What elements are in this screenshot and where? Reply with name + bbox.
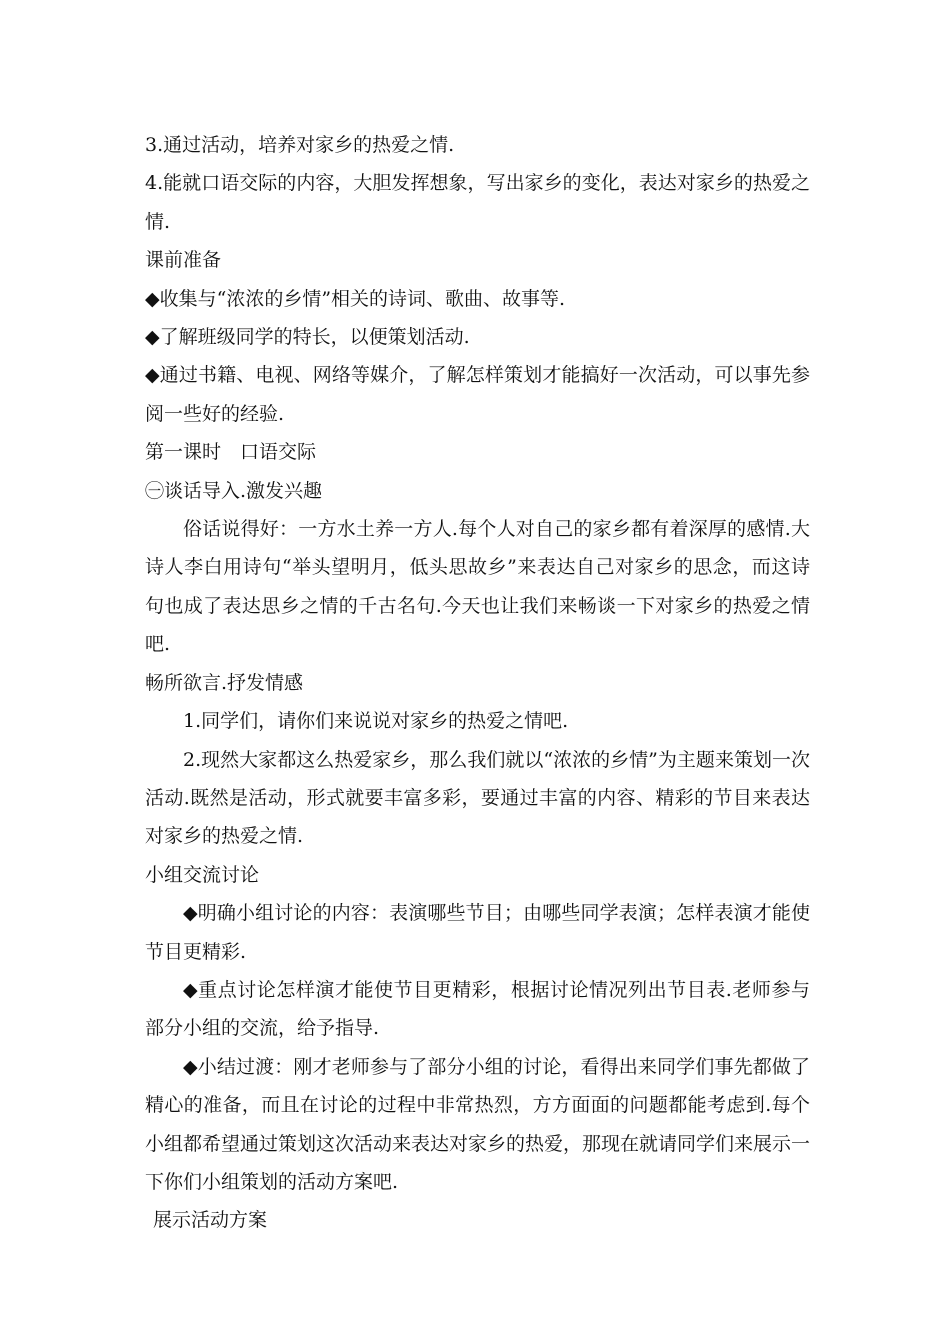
- prep-item-3: ◆通过书籍、电视、网络等媒介，了解怎样策划才能搞好一次活动，可以事先参阅一些好的经验.: [145, 364, 810, 425]
- section-3-item-2: ◆重点讨论怎样演才能使节目更精彩，根据讨论情况列出节目表.老师参与部分小组的交流，给予指导.: [145, 978, 810, 1040]
- section-3-item-1: ◆明确小组讨论的内容：表演哪些节目；由哪些同学表演；怎样表演才能使节目更精彩.: [145, 902, 810, 963]
- section-4-heading: 展示活动方案: [153, 1209, 268, 1232]
- lesson-heading: 第一课时 口语交际: [145, 441, 317, 464]
- section-1-body: 俗话说得好：一方水土养一方人.每个人对自己的家乡都有着深厚的感情.大诗人李白用诗句“举头望明月，低头思故乡”来表达自己对家乡的思念，而这诗句也成了表达思乡之情的千古名句.今天也让我们来畅谈一下对家乡的热爱之情吧.: [145, 518, 810, 656]
- section-3-item-3: ◆小结过渡：刚才老师参与了部分小组的讨论，看得出来同学们事先都做了精心的准备，而且在讨论的过程中非常热烈，方方面面的问题都能考虑到.每个小组都希望通过策划这次活动来表达对家乡的热爱，那现在就请同学们来展示一下你们小组策划的活动方案吧.: [145, 1055, 811, 1193]
- section-2-heading: 畅所欲言.抒发情感: [145, 671, 304, 694]
- document-body: [145, 126, 810, 1240]
- section-2-item-2: 2.现然大家都这么热爱家乡，那么我们就以“浓浓的乡情”为主题来策划一次活动.既然是活动，形式就要丰富多彩，要通过丰富的内容、精彩的节目来表达对家乡的热爱之情.: [145, 748, 810, 848]
- goal-3-paragraph: 3.通过活动，培养对家乡的热爱之情.: [145, 134, 455, 156]
- goal-4-paragraph: 4.能就口语交际的内容，大胆发挥想象，写出家乡的变化，表达对家乡的热爱之情.: [145, 172, 810, 233]
- section-1-heading: ㊀谈话导入.激发兴趣: [145, 479, 323, 502]
- section-2-item-1: 1.同学们，请你们来说说对家乡的热爱之情吧.: [183, 710, 569, 733]
- prep-item-2: ◆了解班级同学的特长，以便策划活动.: [145, 326, 470, 349]
- section-3-heading: 小组交流讨论: [145, 863, 260, 886]
- prep-heading: 课前准备: [145, 249, 222, 272]
- prep-item-1: ◆收集与“浓浓的乡情”相关的诗词、歌曲、故事等.: [145, 287, 566, 310]
